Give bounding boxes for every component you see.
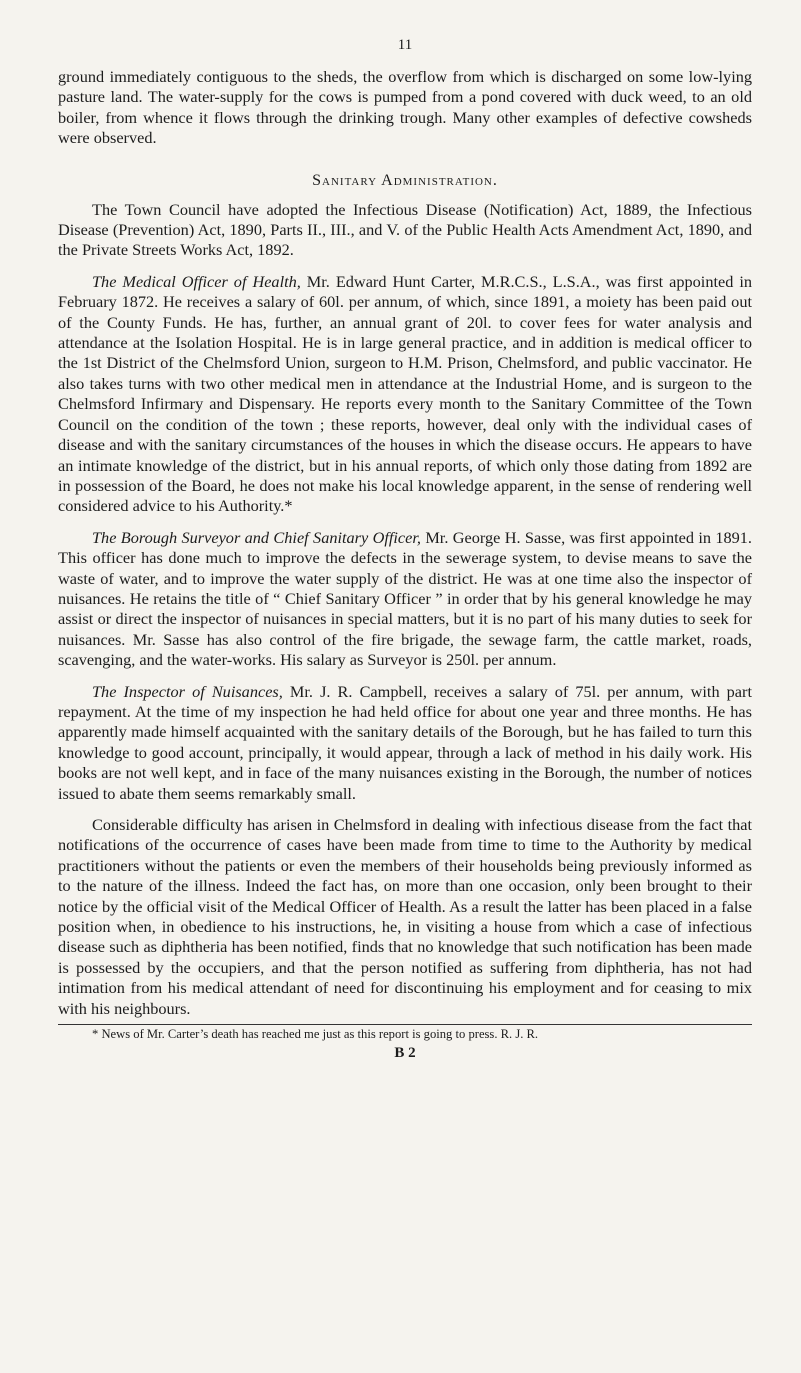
signature-mark: B 2 <box>394 1045 416 1062</box>
inspector-body: Mr. J. R. Campbell, receives a salary of 75l. per annum, with part repayment. At the time of my inspection he had held office for about one year and three months. He has apparently made himself acquainted with the sanitary details of the Borough, but he has failed to turn this knowledge to good account, principally, it would appear, through a lack of method in his daily work. His books are not well kept, and in face of the many nuisances existing in the Borough, the number of notices issued to abate them seems remarkably small. <box>58 681 752 803</box>
inspector-title: The Inspector of Nuisances, <box>92 681 283 701</box>
surveyor-title: The Borough Surveyor and Chief Sanitary Officer, <box>92 527 421 547</box>
intro-paragraph: ground immediately contiguous to the sheds, the overflow from which is discharged on some low-lying pasture land. The water-supply for the cows is pumped from a pond covered with duck weed, to an old boiler, from whence it flows through the drinking trough. Many other examples of defective cowsheds were observed. <box>58 67 752 148</box>
difficulty-paragraph: Considerable difficulty has arisen in Chelmsford in dealing with infectious disease from the fact that notifications of the occurrence of cases have been made from time to time to the Authority by medical practitioners without the patients or even the members of their households being previously informed as to the nature of the illness. Indeed the fact has, on more than one occasion, only been brought to their notice by the official visit of the Medical Officer of Health. As a result the latter has been placed in a false position when, in obedience to his instructions, he, in visiting a house from which a case of infectious disease such as diphtheria has been notified, finds that no knowledge that such notification has been made is possessed by the occupiers, and that the person notified as suffering from diphtheria, has not had intimation from his medical attendant of need for discontinuing his employment and for ceasing to mix with his neighbours. <box>58 815 752 1018</box>
medical-officer-paragraph <box>58 272 752 517</box>
section-heading: Sanitary Administration. <box>312 171 498 189</box>
inspector-paragraph <box>58 682 752 804</box>
document-page <box>58 36 752 1062</box>
footnote-rule <box>58 1024 752 1025</box>
surveyor-paragraph <box>58 528 752 671</box>
page-number: 11 <box>397 37 413 53</box>
medical-officer-title: The Medical Officer of Health, <box>92 271 301 291</box>
medical-officer-body: Mr. Edward Hunt Carter, M.R.C.S., L.S.A., was first appointed in February 1872. He receives a salary of 60l. per annum, of which, since 1891, a moiety has been paid out of the County Funds. He has, further, an annual grant of 20l. to cover fees for water analysis and attendance at the Isolation Hospital. He is in large general practice, and in addition is medical officer to the 1st District of the Chelmsford Union, surgeon to H.M. Prison, Chelmsford, and public vaccinator. He also takes turns with two other medical men in attendance at the Industrial Home, and is surgeon to the Chelmsford Infirmary and Dispensary. He reports every month to the Sanitary Committee of the Town Council on the condition of the town ; these reports, however, deal only with the individual cases of disease and with the sanitary circumstances of the houses in which the disease occurs. He appears to have an intimate knowledge of the district, but in his annual reports, of which only those dating from 1892 are in possession of the Board, he does not make his local knowledge apparent, in the sense of rendering well considered advice to his Authority.* <box>58 271 752 516</box>
acts-paragraph: The Town Council have adopted the Infectious Disease (Notification) Act, 1889, the Infectious Disease (Prevention) Act, 1890, Parts II., III., and V. of the Public Health Acts Amendment Act, 1890, and the Private Streets Works Act, 1892. <box>58 199 752 260</box>
surveyor-body: Mr. George H. Sasse, was first appointed in 1891. This officer has done much to improve the defects in the sewerage system, to devise means to save the waste of water, and to improve the water supply of the district. He was at one time also the inspector of nuisances. He retains the title of “ Chief Sanitary Officer ” in order that by his general knowledge he may assist or direct the inspector of nuisances in special matters, but it is no part of his many duties to seek for nuisances. Mr. Sasse has also control of the fire brigade, the sewage farm, the cattle market, roads, scavenging, and the water-works. His salary as Surveyor is 250l. per annum. <box>58 527 752 670</box>
footnote: * News of Mr. Carter’s death has reached me just as this report is going to press. R. J. R. <box>92 1027 539 1042</box>
